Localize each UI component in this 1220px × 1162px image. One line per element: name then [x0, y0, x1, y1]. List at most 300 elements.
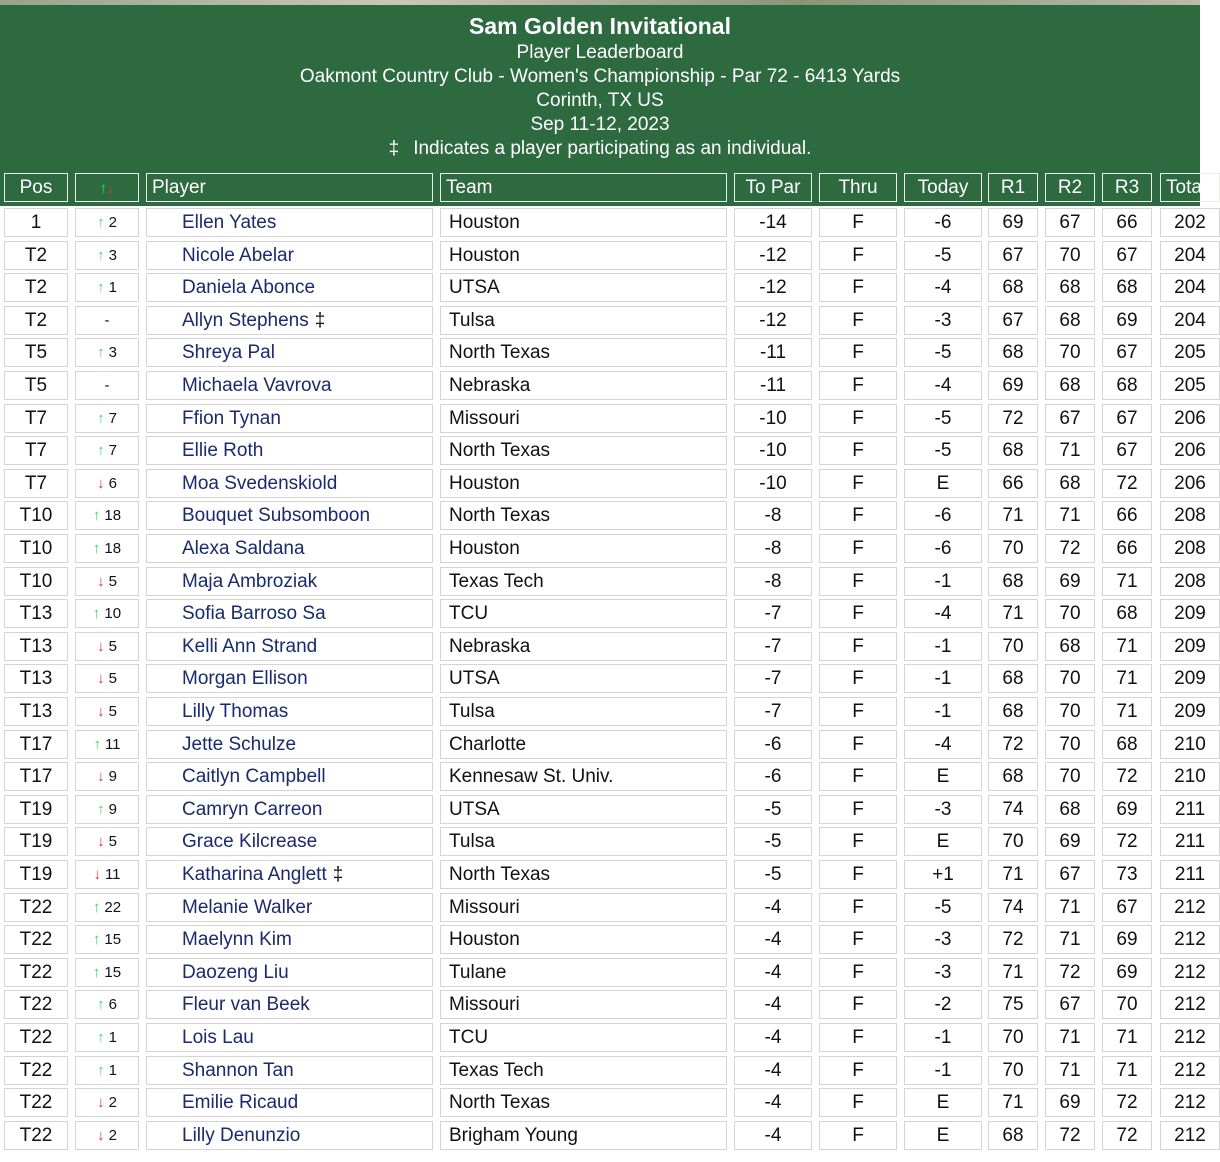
tournament-title: Sam Golden Invitational [469, 13, 731, 39]
table-row [0, 760, 1220, 793]
r2-cell: 68 [1045, 795, 1095, 824]
pos-cell: T22 [4, 893, 68, 922]
leaderboard-header [0, 5, 1200, 170]
total-cell: 209 [1160, 697, 1220, 726]
to-par-cell: -11 [734, 338, 812, 367]
r2-cell: 70 [1045, 241, 1095, 270]
total-cell: 212 [1160, 1056, 1220, 1085]
r1-cell: 68 [988, 338, 1038, 367]
r3-cell: 71 [1102, 1023, 1152, 1052]
table-row [0, 206, 1220, 239]
player-name[interactable]: Ellen Yates [182, 212, 277, 233]
thru-cell: F [819, 241, 897, 270]
r1-cell: 74 [988, 893, 1038, 922]
player-name-link[interactable] [146, 697, 433, 726]
arrow-up-icon: ↑ [97, 996, 105, 1014]
player-name[interactable]: Michaela Vavrova [182, 375, 332, 396]
player-name[interactable]: Shreya Pal [182, 342, 275, 364]
total-cell: 208 [1160, 501, 1220, 530]
movement-value: 5 [108, 670, 117, 688]
table-row [0, 695, 1220, 728]
total-cell: 212 [1160, 1121, 1220, 1150]
r3-cell: 68 [1102, 730, 1152, 759]
player-name[interactable]: Morgan Ellison [182, 668, 308, 690]
team-cell: Missouri [440, 404, 727, 433]
player-name-link[interactable] [146, 990, 433, 1019]
total-cell: 204 [1160, 306, 1220, 335]
player-name[interactable]: Ffion Tynan [182, 407, 281, 429]
player-name-link[interactable] [146, 762, 433, 791]
team-cell: UTSA [440, 664, 727, 693]
thru-cell: F [819, 338, 897, 367]
r3-cell: 67 [1102, 241, 1152, 270]
player-name-link[interactable] [146, 534, 433, 563]
movement-cell [75, 273, 139, 302]
to-par-cell: -14 [734, 208, 812, 237]
player-name-link[interactable] [146, 925, 433, 954]
player-name[interactable]: Kelli Ann Strand [182, 635, 318, 657]
column-header-today[interactable]: Today [904, 173, 982, 202]
pos-cell: T19 [4, 827, 68, 856]
r2-cell: 70 [1045, 338, 1095, 367]
player-name-link[interactable] [146, 1023, 433, 1052]
r1-cell: 67 [988, 306, 1038, 335]
movement-cell [75, 1121, 139, 1150]
player-name-link[interactable] [146, 208, 433, 237]
pos-cell: T7 [4, 469, 68, 498]
movement-cell [75, 762, 139, 791]
total-cell: 204 [1160, 273, 1220, 302]
movement-cell [75, 1056, 139, 1085]
player-name-link[interactable] [146, 893, 433, 922]
player-name[interactable]: Moa Svedenskiold [182, 472, 338, 494]
today-cell: -1 [904, 1023, 982, 1052]
r3-cell: 67 [1102, 893, 1152, 922]
thru-cell: F [819, 860, 897, 889]
today-cell: -5 [904, 893, 982, 922]
total-cell: 205 [1160, 371, 1220, 400]
arrow-down-icon: ↓ [107, 180, 115, 197]
leaderboard-subtitle: Player Leaderboard [516, 42, 684, 63]
r2-cell: 67 [1045, 404, 1095, 433]
player-name-link[interactable] [146, 958, 433, 987]
player-name[interactable]: Ellie Roth [182, 440, 264, 462]
player-name-link[interactable] [146, 567, 433, 596]
player-name-link[interactable] [146, 827, 433, 856]
player-name-link[interactable] [146, 632, 433, 661]
r2-cell: 71 [1045, 436, 1095, 465]
pos-cell: T13 [4, 599, 68, 628]
r1-cell: 71 [988, 599, 1038, 628]
player-name-link[interactable] [146, 501, 433, 530]
today-cell: -5 [904, 338, 982, 367]
player-name[interactable]: Camryn Carreon [182, 798, 323, 820]
movement-cell [75, 730, 139, 759]
table-row [0, 1119, 1220, 1152]
movement-value: 18 [104, 540, 122, 557]
location: Corinth, TX US [536, 90, 664, 111]
today-cell: -1 [904, 664, 982, 693]
to-par-cell: -12 [734, 306, 812, 335]
player-name[interactable]: Melanie Walker [182, 896, 313, 918]
r1-cell: 70 [988, 632, 1038, 661]
pos-cell: T22 [4, 990, 68, 1019]
arrow-up-icon: ↑ [92, 507, 101, 525]
total-cell: 209 [1160, 664, 1220, 693]
today-cell: -4 [904, 273, 982, 302]
thru-cell: F [819, 501, 897, 530]
movement-cell [75, 697, 139, 726]
movement-value: 10 [104, 605, 122, 623]
total-cell: 212 [1160, 958, 1220, 987]
r2-cell: 68 [1045, 306, 1095, 335]
total-cell: 206 [1160, 404, 1220, 433]
total-cell: 202 [1160, 208, 1220, 237]
arrow-down-icon: ↓ [97, 474, 105, 492]
to-par-cell: -10 [734, 436, 812, 465]
column-header-total[interactable]: Total [1160, 173, 1220, 202]
to-par-cell: -4 [734, 1056, 812, 1085]
r3-cell: 68 [1102, 371, 1152, 400]
player-name-link[interactable] [146, 860, 433, 889]
today-cell: E [904, 1088, 982, 1117]
total-cell: 212 [1160, 1023, 1220, 1052]
to-par-cell: -4 [734, 958, 812, 987]
player-name[interactable]: Nicole Abelar [182, 244, 294, 266]
r1-cell: 68 [988, 762, 1038, 791]
player-name-link[interactable] [146, 404, 433, 433]
total-cell: 206 [1160, 436, 1220, 465]
movement-value: 2 [108, 1126, 117, 1144]
thru-cell: F [819, 273, 897, 302]
thru-cell: F [819, 436, 897, 465]
column-header-team[interactable]: Team [440, 173, 727, 202]
player-name[interactable]: Maelynn Kim [182, 929, 292, 951]
r3-cell: 67 [1102, 404, 1152, 433]
player-name[interactable]: Maja Ambroziak [182, 570, 318, 592]
player-name-link[interactable] [146, 371, 433, 400]
total-cell: 212 [1160, 1088, 1220, 1117]
movement-value: 9 [108, 768, 117, 786]
movement-cell [75, 958, 139, 987]
total-cell: 211 [1160, 795, 1220, 824]
column-header-player[interactable]: Player [146, 173, 433, 202]
movement-value: - [104, 377, 110, 394]
today-cell: -6 [904, 534, 982, 563]
to-par-cell: -4 [734, 1023, 812, 1052]
r3-cell: 72 [1102, 762, 1152, 791]
team-cell: UTSA [440, 273, 727, 302]
r1-cell: 69 [988, 208, 1038, 237]
r2-cell: 71 [1045, 1056, 1095, 1085]
player-name-link[interactable] [146, 1088, 433, 1117]
r3-cell: 71 [1102, 697, 1152, 726]
player-name[interactable]: Grace Kilcrease [182, 831, 318, 853]
r1-cell: 74 [988, 795, 1038, 824]
r2-cell: 68 [1045, 469, 1095, 498]
movement-value: 15 [104, 931, 122, 949]
thru-cell: F [819, 599, 897, 628]
to-par-cell: -7 [734, 632, 812, 661]
table-row [0, 434, 1220, 467]
r2-cell: 69 [1045, 1088, 1095, 1117]
to-par-cell: -6 [734, 730, 812, 759]
player-name[interactable]: Sofia Barroso Sa [182, 603, 326, 625]
today-cell: -4 [904, 599, 982, 628]
movement-value: 15 [104, 963, 122, 981]
team-cell: TCU [440, 599, 727, 628]
player-name[interactable]: Daniela Abonce [182, 277, 316, 299]
movement-cell [75, 1088, 139, 1117]
total-cell: 208 [1160, 567, 1220, 596]
player-name-link[interactable] [146, 241, 433, 270]
player-name-link[interactable] [146, 469, 433, 498]
today-cell: -6 [904, 501, 982, 530]
thru-cell: F [819, 534, 897, 563]
team-cell: Kennesaw St. Univ. [440, 762, 727, 791]
movement-cell [75, 436, 139, 465]
player-name-link[interactable] [146, 338, 433, 367]
movement-cell [75, 599, 139, 628]
player-name[interactable]: Shannon Tan [182, 1059, 294, 1081]
r2-cell: 70 [1045, 599, 1095, 628]
r2-cell: 71 [1045, 893, 1095, 922]
today-cell: -5 [904, 404, 982, 433]
thru-cell: F [819, 404, 897, 433]
r3-cell: 71 [1102, 632, 1152, 661]
arrow-up-icon: ↑ [97, 344, 105, 362]
player-name[interactable]: Caitlyn Campbell [182, 766, 326, 788]
thru-cell: F [819, 925, 897, 954]
column-header-r2[interactable]: R2 [1045, 173, 1095, 202]
total-cell: 210 [1160, 762, 1220, 791]
arrow-up-icon: ↑ [99, 180, 107, 197]
player-name[interactable]: Jette Schulze [182, 733, 297, 755]
arrow-down-icon: ↓ [97, 670, 105, 688]
pos-cell: T17 [4, 730, 68, 759]
team-cell: Tulane [440, 958, 727, 987]
r1-cell: 71 [988, 1088, 1038, 1117]
to-par-cell: -10 [734, 404, 812, 433]
player-name-link[interactable] [146, 273, 433, 302]
table-row [0, 1054, 1220, 1087]
table-row [0, 467, 1220, 500]
player-name[interactable]: Allyn Stephens [182, 309, 309, 331]
table-row [0, 858, 1220, 891]
player-name-link[interactable] [146, 599, 433, 628]
total-cell: 209 [1160, 599, 1220, 628]
table-row [0, 923, 1220, 956]
table-row [0, 662, 1220, 695]
arrow-down-icon: ↓ [97, 768, 105, 786]
r3-cell: 72 [1102, 1121, 1152, 1150]
table-row [0, 597, 1220, 630]
player-name[interactable]: Lois Lau [182, 1027, 254, 1048]
arrow-up-icon: ↑ [92, 898, 101, 916]
pos-cell: T22 [4, 1088, 68, 1117]
movement-value: 7 [108, 442, 117, 460]
movement-cell [75, 501, 139, 530]
pos-cell: T22 [4, 958, 68, 987]
team-cell: Missouri [440, 990, 727, 1019]
movement-cell [75, 371, 139, 400]
today-cell: -1 [904, 632, 982, 661]
player-name-link[interactable] [146, 1121, 433, 1150]
team-cell: Houston [440, 241, 727, 270]
pos-cell: T10 [4, 534, 68, 563]
column-header-r3[interactable]: R3 [1102, 173, 1152, 202]
r1-cell: 68 [988, 664, 1038, 693]
player-name[interactable]: Daozeng Liu [182, 961, 289, 983]
leaderboard-table-body [0, 206, 1206, 1162]
arrow-up-icon: ↑ [92, 540, 101, 557]
thru-cell: F [819, 567, 897, 596]
r2-cell: 70 [1045, 697, 1095, 726]
player-name[interactable]: Fleur van Beek [182, 994, 310, 1016]
movement-value: 18 [104, 507, 122, 525]
column-header-to-par[interactable]: To Par [734, 173, 812, 202]
thru-cell: F [819, 795, 897, 824]
thru-cell: F [819, 469, 897, 498]
player-name-link[interactable] [146, 730, 433, 759]
table-row [0, 369, 1220, 402]
r3-cell: 67 [1102, 436, 1152, 465]
thru-cell: F [819, 958, 897, 987]
movement-value: 6 [108, 996, 117, 1014]
pos-cell: T2 [4, 241, 68, 270]
today-cell: -4 [904, 371, 982, 400]
total-cell: 204 [1160, 241, 1220, 270]
total-cell: 212 [1160, 925, 1220, 954]
movement-cell [75, 827, 139, 856]
r2-cell: 67 [1045, 860, 1095, 889]
dagger-symbol: ‡ [388, 138, 400, 159]
player-name-link[interactable] [146, 795, 433, 824]
movement-value: 5 [108, 637, 117, 655]
movement-value: 6 [108, 474, 117, 492]
individual-dagger-icon: ‡ [332, 864, 344, 885]
player-name[interactable]: Alexa Saldana [182, 538, 305, 559]
team-cell: North Texas [440, 501, 727, 530]
movement-value: 11 [104, 735, 121, 753]
arrow-up-icon: ↑ [97, 800, 105, 818]
column-header-r1[interactable]: R1 [988, 173, 1038, 202]
today-cell: -1 [904, 1056, 982, 1085]
player-name[interactable]: Bouquet Subsomboon [182, 505, 371, 527]
to-par-cell: -7 [734, 599, 812, 628]
r1-cell: 68 [988, 1121, 1038, 1150]
to-par-cell: -11 [734, 371, 812, 400]
r1-cell: 72 [988, 925, 1038, 954]
table-row [0, 499, 1220, 532]
arrow-up-icon: ↑ [92, 931, 101, 949]
player-name-link[interactable] [146, 664, 433, 693]
r2-cell: 69 [1045, 827, 1095, 856]
player-name-link[interactable] [146, 306, 433, 335]
pos-cell: T2 [4, 306, 68, 335]
team-cell: Missouri [440, 893, 727, 922]
movement-value: 9 [108, 800, 117, 818]
table-row [0, 532, 1220, 565]
total-cell: 211 [1160, 827, 1220, 856]
player-name[interactable]: Emilie Ricaud [182, 1092, 299, 1114]
r1-cell: 71 [988, 958, 1038, 987]
to-par-cell: -7 [734, 697, 812, 726]
individual-note-text: Indicates a player participating as an individual. [413, 138, 812, 159]
r3-cell: 66 [1102, 501, 1152, 530]
arrow-down-icon: ↓ [97, 637, 105, 655]
column-header-pos[interactable]: Pos [4, 173, 68, 202]
team-cell: North Texas [440, 338, 727, 367]
thru-cell: F [819, 632, 897, 661]
team-cell: Houston [440, 208, 727, 237]
player-name[interactable]: Katharina Anglett [182, 864, 327, 885]
team-cell: Texas Tech [440, 1056, 727, 1085]
movement-cell [75, 534, 139, 563]
team-cell: Houston [440, 469, 727, 498]
column-header-movement[interactable] [75, 173, 139, 202]
team-cell: TCU [440, 1023, 727, 1052]
pos-cell: T22 [4, 1121, 68, 1150]
total-cell: 210 [1160, 730, 1220, 759]
r1-cell: 70 [988, 827, 1038, 856]
pos-cell: T19 [4, 795, 68, 824]
player-name-link[interactable] [146, 1056, 433, 1085]
table-row [0, 1086, 1220, 1119]
player-name[interactable]: Lilly Thomas [182, 701, 289, 722]
table-row [0, 793, 1220, 826]
movement-value: 1 [108, 1061, 117, 1079]
today-cell: -5 [904, 241, 982, 270]
movement-cell [75, 469, 139, 498]
player-name[interactable]: Lilly Denunzio [182, 1124, 301, 1146]
movement-value: 5 [108, 703, 117, 720]
to-par-cell: -12 [734, 273, 812, 302]
player-name-link[interactable] [146, 436, 433, 465]
movement-cell [75, 990, 139, 1019]
thru-cell: F [819, 893, 897, 922]
r1-cell: 68 [988, 273, 1038, 302]
thru-cell: F [819, 827, 897, 856]
pos-cell: T5 [4, 371, 68, 400]
arrow-down-icon: ↓ [93, 866, 101, 883]
r1-cell: 66 [988, 469, 1038, 498]
movement-cell [75, 241, 139, 270]
team-cell: Nebraska [440, 632, 727, 661]
r3-cell: 66 [1102, 208, 1152, 237]
event-dates: Sep 11-12, 2023 [530, 114, 670, 135]
r3-cell: 69 [1102, 925, 1152, 954]
team-cell: North Texas [440, 436, 727, 465]
to-par-cell: -8 [734, 534, 812, 563]
arrow-up-icon: ↑ [97, 442, 105, 460]
to-par-cell: -12 [734, 241, 812, 270]
r3-cell: 71 [1102, 567, 1152, 596]
r3-cell: 69 [1102, 795, 1152, 824]
today-cell: E [904, 762, 982, 791]
team-cell: Houston [440, 925, 727, 954]
pos-cell: T13 [4, 664, 68, 693]
total-cell: 208 [1160, 534, 1220, 563]
r2-cell: 68 [1045, 632, 1095, 661]
team-cell: Tulsa [440, 827, 727, 856]
table-row [0, 630, 1220, 663]
column-header-thru[interactable]: Thru [819, 173, 897, 202]
r2-cell: 68 [1045, 273, 1095, 302]
movement-value: 1 [108, 1029, 117, 1046]
table-row [0, 336, 1220, 369]
individual-note [0, 137, 1200, 161]
